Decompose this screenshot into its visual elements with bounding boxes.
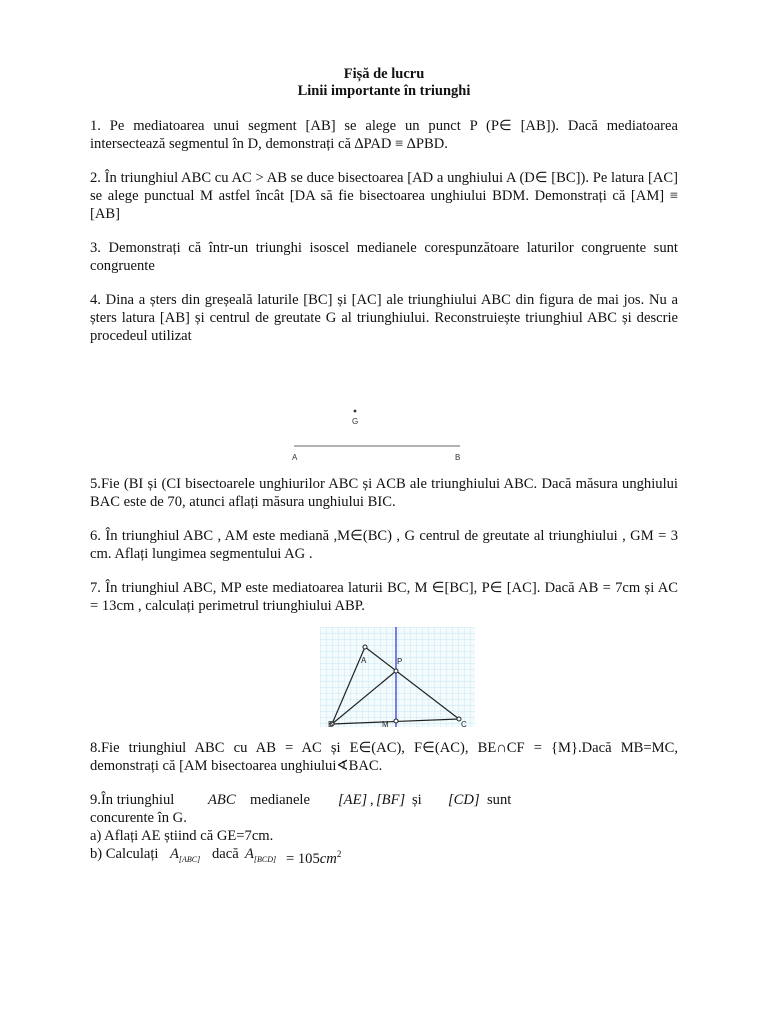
worksheet (90, 66, 678, 865)
problem-5: 5.Fie (BI și (CI bisectoarele unghiurilor ABC și ACB ale triunghiului ABC. Dacă măsura unghiului BAC este de 70, atunci aflați măsura unghiului BIC. (90, 476, 678, 510)
p9-line-2: concurente în G. (90, 810, 187, 826)
point-m (394, 719, 398, 723)
problem-7: 7. În triunghiul ABC, MP este mediatoarea laturii BC, M ∈[BC], P∈ [AC]. Dacă AB = 7cm și AC = 13cm , calculați perimetrul triunghiului ABP. (90, 580, 678, 614)
point-a (363, 645, 367, 649)
problem-8: 8.Fie triunghiul ABC cu AB = AC și E∈(AC), F∈(AC), BE∩CF = {M}.Dacă MB=MC, demonstrați că [AM bisectoarea unghiului∢BAC. (90, 740, 678, 774)
p9-b-area1: $A_{[ABC]}$ (170, 846, 201, 864)
label-g: G (352, 417, 359, 426)
p9-cd: [CD] (448, 792, 480, 808)
label-b: B (328, 720, 334, 727)
p9-part-a: a) Aflați AE știind că GE=7cm. (90, 828, 274, 844)
p9-bf: [BF] (376, 792, 406, 808)
point-p (394, 669, 398, 673)
problem-9-line-1 (90, 791, 678, 809)
label-m: M (382, 720, 389, 727)
problem-4-figure (288, 404, 468, 464)
label-a: A (361, 656, 367, 665)
p9-b-prefix: b) Calculați (90, 846, 159, 862)
p9-b-value: = $105cm^2$ (286, 849, 342, 867)
problem-9 (90, 791, 678, 865)
label-p: P (397, 657, 403, 666)
problem-1: 1. Pe mediatoarea unui segment [AB] se alege un punct P (P∈ [AB]). Dacă mediatoarea intersectează segmentul în D, demonstrați că ∆PAD ≡ ∆PBD. (90, 118, 678, 152)
problem-7-figure (320, 627, 475, 727)
point-g (354, 410, 357, 413)
label-b: B (455, 453, 461, 462)
p9-si: și (412, 792, 422, 808)
grid-lines (320, 627, 475, 727)
worksheet-title: Fișă de lucru (343, 66, 425, 82)
label-c: C (461, 720, 467, 727)
worksheet-subtitle: Linii importante în triunghi (297, 83, 471, 99)
p9-b-daca: dacă (212, 846, 239, 862)
p9-intro: 9.În triunghiul (90, 792, 175, 808)
p9-medianele: medianele (250, 792, 310, 808)
p9-sunt: sunt (487, 792, 512, 808)
problem-2: 2. În triunghiul ABC cu AC > AB se duce bisectoarea [AD a unghiului A (D∈ [BC]). Pe latura [AC] se alege punctual M astfel încât [DA să fie bisectoarea unghiului BDM. Demonstrați că [AM] ≡ [AB] (90, 170, 678, 222)
label-a: A (292, 453, 298, 462)
problem-6: 6. În triunghiul ABC , AM este mediană ,M∈(BC) , G centrul de greutate al triunghiului , GM = 3 cm. Aflați lungimea segmentului AG . (90, 528, 678, 562)
p9-part-b (90, 845, 678, 865)
p9-comma: , (370, 792, 374, 808)
p9-ae: [AE] (338, 792, 368, 808)
problem-4: 4. Dina a șters din greșeală laturile [BC] și [AC] ale triunghiului ABC din figura de mai jos. Nu a șters latura [AB] și centrul de greutate G al triunghiului. Reconstruiește triunghiul ABC și descrie procedeul utilizat (90, 292, 678, 344)
p9-b-area2: $A_{[BCD]}$ (245, 846, 277, 864)
p9-abc: ABC (208, 792, 236, 808)
problem-3: 3. Demonstrați că într-un triunghi isoscel medianele corespunzătoare laturilor congruente sunt congruente (90, 240, 678, 274)
